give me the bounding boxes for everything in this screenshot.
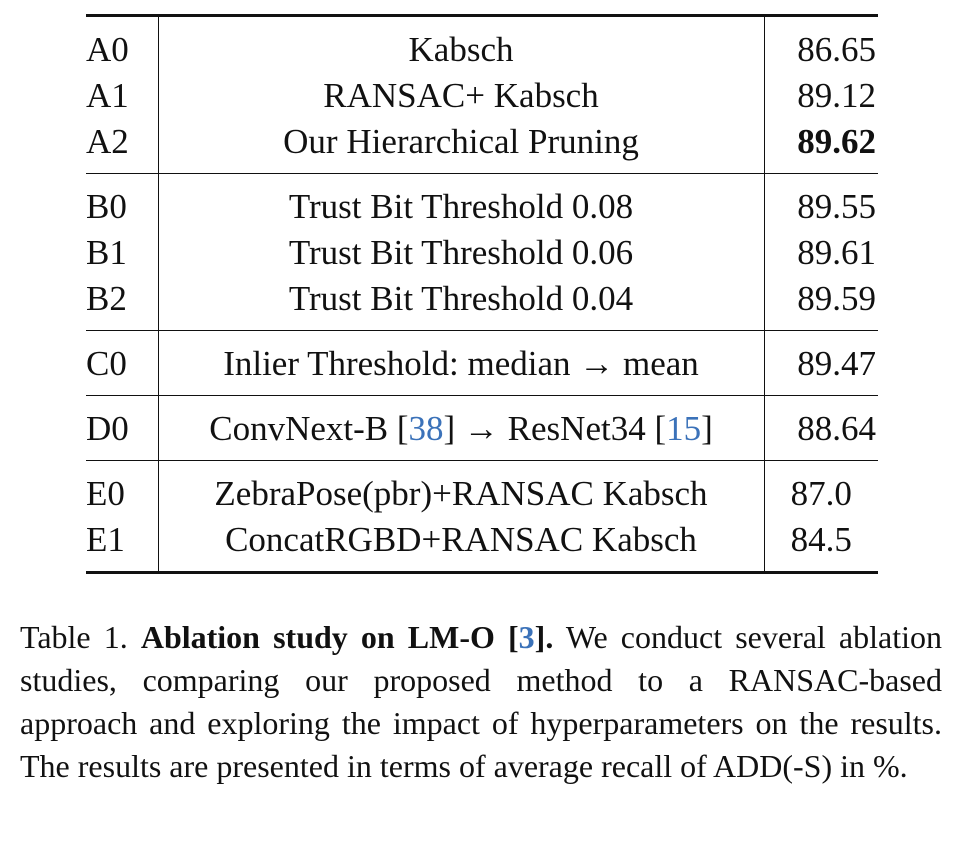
row-value: 89.61 [797, 233, 876, 272]
row-method: ConcatRGBD+RANSAC Kabsch [158, 517, 764, 573]
table-row [86, 119, 878, 174]
table-row [86, 230, 878, 276]
caption-title-text: Ablation study on LM-O [ [140, 619, 519, 655]
row-method: Trust Bit Threshold 0.04 [158, 276, 764, 331]
table-row [86, 517, 878, 573]
row-id: B2 [86, 279, 127, 318]
row-id: B1 [86, 233, 127, 272]
table-row [86, 174, 878, 231]
table-row [86, 73, 878, 119]
row-value-best: 89.62 [797, 122, 876, 161]
row-value: 86.65 [764, 16, 878, 74]
caption-title [141, 619, 553, 655]
row-method: Trust Bit Threshold 0.08 [158, 174, 764, 231]
caption-label: Table 1. [20, 619, 128, 655]
row-value: 87.0 [764, 461, 878, 518]
caption-title-text: ]. [534, 619, 554, 655]
row-method: Our Hierarchical Pruning [158, 119, 764, 174]
table-row [86, 461, 878, 518]
row-method [158, 396, 764, 461]
citation-link[interactable]: 38 [408, 409, 444, 448]
method-text: ] → ResNet34 [ [443, 409, 667, 448]
row-value: 89.59 [797, 279, 876, 318]
method-text: ConvNext-B [ [209, 409, 409, 448]
row-id: E0 [86, 461, 158, 518]
citation-link[interactable]: 15 [666, 409, 702, 448]
row-method: RANSAC+ Kabsch [158, 73, 764, 119]
table-group-e [86, 461, 878, 573]
row-value: 89.47 [764, 331, 878, 396]
method-text: ] [701, 409, 713, 448]
row-value: 84.5 [764, 517, 878, 573]
table-group-d [86, 396, 878, 461]
table-row [86, 276, 878, 331]
row-id: A2 [86, 122, 129, 161]
row-method: Inlier Threshold: median → mean [158, 331, 764, 396]
caption-body: We conduct several ablation studies, comparing our proposed method to a RANSAC-based approach and exploring the impact of hyperparameters on the results. The results are presented in terms of average recall of ADD(-S) in %. [20, 619, 942, 784]
row-value: 88.64 [764, 396, 878, 461]
row-id: E1 [86, 517, 158, 573]
table-group-a [86, 16, 878, 174]
row-value: 89.12 [797, 76, 876, 115]
row-id: A1 [86, 76, 129, 115]
ablation-table-container [86, 14, 878, 574]
table-group-b [86, 174, 878, 331]
row-id: A0 [86, 16, 158, 74]
row-id: D0 [86, 396, 158, 461]
table-group-c [86, 331, 878, 396]
table-row [86, 396, 878, 461]
row-method: ZebraPose(pbr)+RANSAC Kabsch [158, 461, 764, 518]
row-id: B0 [86, 174, 158, 231]
ablation-table [86, 14, 878, 574]
table-caption [20, 616, 942, 788]
table-row [86, 16, 878, 74]
row-method: Trust Bit Threshold 0.06 [158, 230, 764, 276]
row-method: Kabsch [158, 16, 764, 74]
table-row [86, 331, 878, 396]
row-value: 89.55 [764, 174, 878, 231]
citation-link[interactable]: 3 [518, 619, 535, 655]
row-id: C0 [86, 331, 158, 396]
